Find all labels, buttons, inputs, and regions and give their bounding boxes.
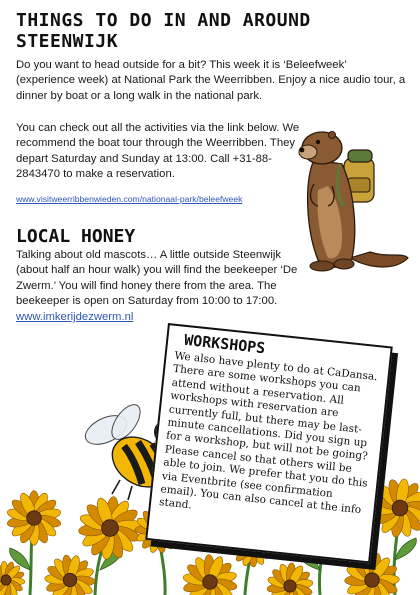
flower <box>6 491 62 546</box>
flower <box>45 554 96 595</box>
flower <box>267 563 314 595</box>
activities-paragraph: You can check out all the activities via the link below. We recommend the boat tour through the Weerribben. They depart Saturday and Sunday at 13:00. Call +31-88-2843470 to make a reservation. <box>16 122 300 180</box>
workshops-card <box>145 323 393 563</box>
honey-paragraph: Talking about old mascots… A little outside Steenwijk (about half an hour walk) you will find the beekeeper ‘De Zwerm.’ You will find honey there from the area. The beekeeper is open on Saturday from 10:00 to 17:00. <box>16 249 298 307</box>
workshops-text: We also have plenty to do at CaDansa. There are some workshops you can attend without a reservation. All workshops with reservation are currently full, but there may be last-minute cancellations. Did you sign up for a workshop, but will not be going? Please cancel so that others will be able to join. We prefer that you do this via Eventbrite (see confirmation email). You can also cancel at the info stand. <box>158 349 379 517</box>
intro-paragraph: Do you want to head outside for a bit? This week it is ‘Beleefweek’ (experience week) at National Park the Weerribben. Enjoy a nice audio tour, a dinner by boat or a long walk in the national park. <box>16 59 406 102</box>
workshops-title: WORKSHOPS <box>183 330 267 358</box>
otter-illustration <box>292 120 412 280</box>
flower <box>182 555 238 595</box>
imkerij-link[interactable]: www.imkerijdezwerm.nl <box>16 311 134 323</box>
section-title-local-honey: LOCAL HONEY <box>16 226 136 247</box>
beleefweek-link[interactable]: www.visitweerribbenwieden.com/nationaal-park/beleefweek <box>16 194 243 204</box>
section-title-things-to-do: THINGS TO DO IN AND AROUND STEENWIJK <box>16 10 311 52</box>
